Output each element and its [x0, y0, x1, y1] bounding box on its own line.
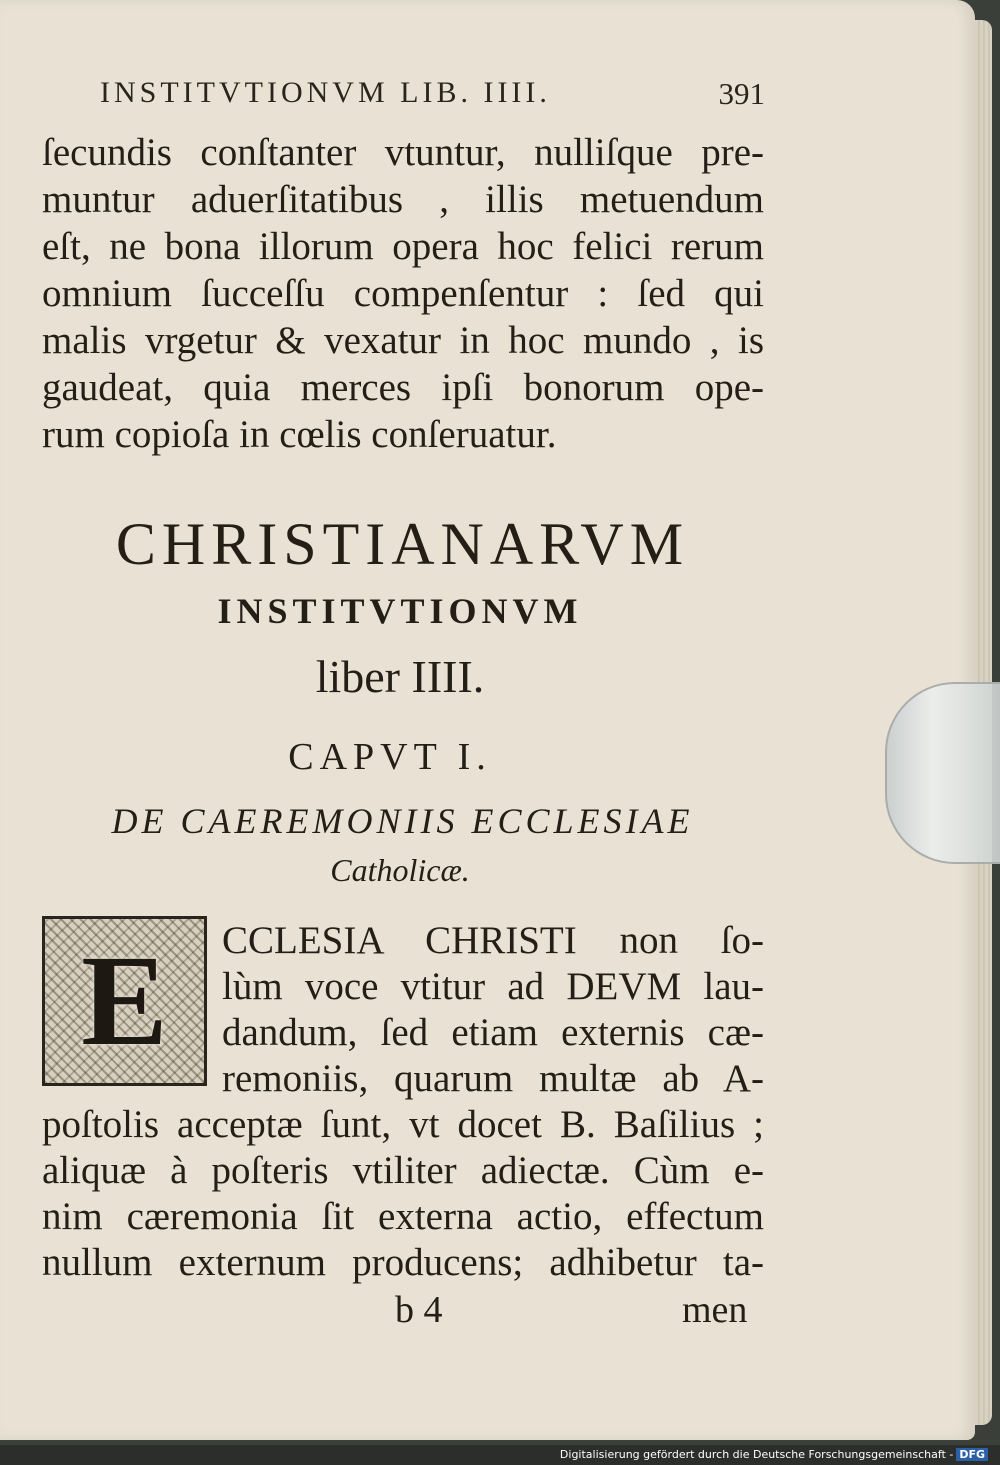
text-line: gaudeat, quia merces ipſi bonorum ope-	[42, 366, 764, 409]
text-line: muntur aduerſitatibus , illis metuendum	[42, 178, 764, 221]
decorated-initial	[42, 916, 207, 1086]
running-head-title: INSTITVTIONVM LIB. IIII.	[100, 76, 551, 109]
text-line: lùm voce vtitur ad DEVM lau-	[222, 965, 764, 1008]
section-heading-continued: Catholicæ.	[330, 852, 470, 888]
footer-credit	[556, 1446, 992, 1463]
section-heading: DE CAEREMONIIS ECCLESIAE	[111, 801, 694, 841]
text-line: omnium ſucceſſu compenſentur : ſed qui	[42, 272, 764, 315]
signature-mark: b 4	[395, 1289, 443, 1331]
text-line: aliquæ à poſteris vtiliter adiectæ. Cùm e-	[42, 1149, 764, 1192]
text-line: eſt, ne bona illorum opera hoc felici rerum	[42, 225, 764, 268]
page-number: 391	[718, 76, 765, 111]
dfg-logo: DFG	[956, 1448, 988, 1461]
catchword: men	[682, 1289, 748, 1331]
running-head	[100, 72, 765, 122]
text-line: rum copioſa in cœlis conſeruatur.	[42, 413, 557, 456]
text-line: malis vrgetur & vexatur in hoc mundo , is	[42, 319, 764, 362]
text-line: nullum externum producens; adhibetur ta-	[42, 1241, 764, 1284]
text-line: CCLESIA CHRISTI non ſo-	[222, 919, 764, 962]
caput-heading: CAPVT I.	[288, 736, 492, 778]
footer-text: Digitalisierung gefördert durch die Deutsche Forschungsgemeinschaft -	[559, 1448, 954, 1461]
book-number: liber IIII.	[315, 651, 485, 702]
text-line: dandum, ſed etiam externis cæ-	[222, 1011, 764, 1054]
chapter-subtitle: INSTITVTIONVM	[217, 591, 583, 631]
text-line: ſecundis conſtanter vtuntur, nulliſque pre-	[42, 131, 764, 174]
chapter-title: CHRISTIANARVM	[115, 511, 690, 577]
text-line: poſtolis acceptæ ſunt, vt docet B. Baſilius ;	[42, 1103, 764, 1146]
text-line: nim cæremonia ſit externa actio, effectum	[42, 1195, 764, 1238]
initial-letter: E	[81, 929, 168, 1073]
text-line: remoniis, quarum multæ ab A-	[222, 1057, 764, 1100]
page-clip	[885, 682, 1000, 864]
